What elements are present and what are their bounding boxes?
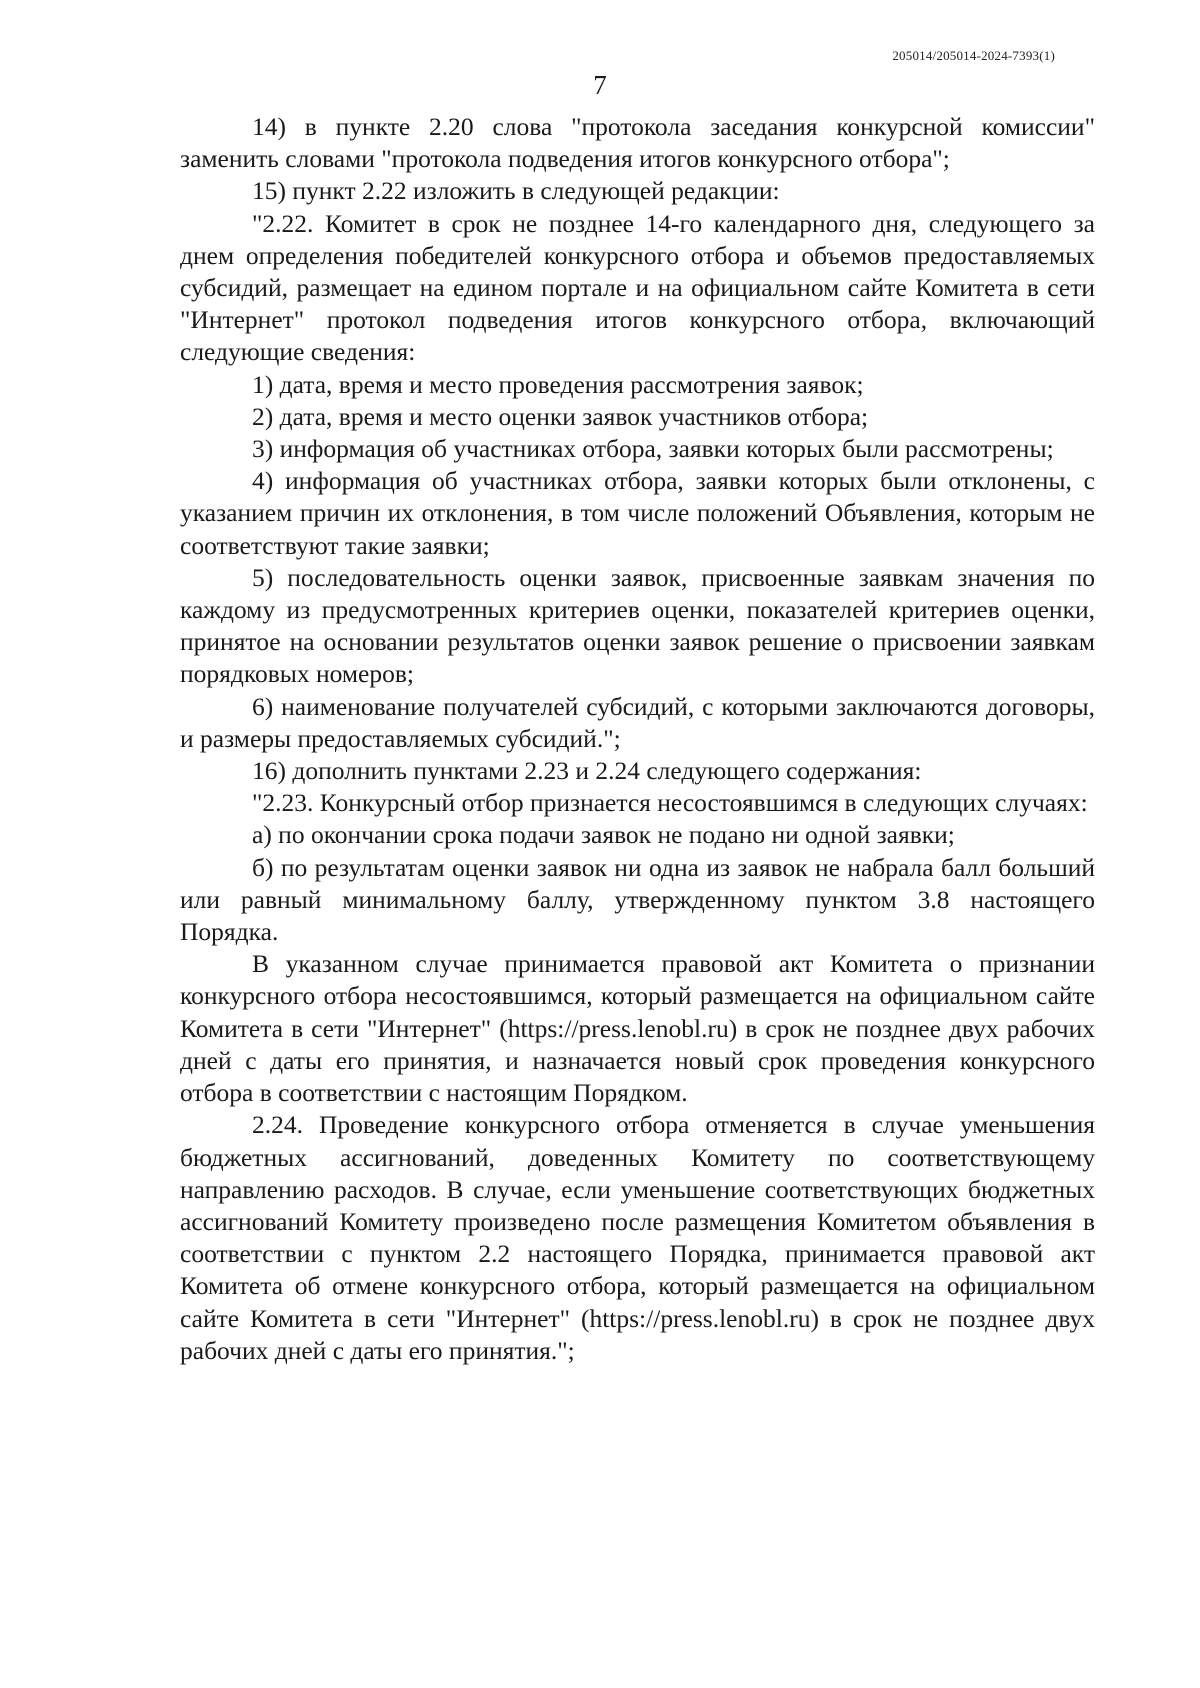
page-number: 7 bbox=[593, 70, 607, 100]
paragraph-subitem-a: а) по окончании срока подачи заявок не подано ни одной заявки; bbox=[252, 820, 955, 850]
document-registration-number: 205014/205014-2024-7393(1) bbox=[892, 48, 1055, 63]
paragraph-clause-2-24: 2.24. Проведение конкурсного отбора отменяется в случае уменьшения бюджетных ассигнований, доведенных Комитету по соответствующему направлению расходов. В случае, если уменьшение соответствующих бюджетных ассигнований Комитету произведено после размещения Комитетом объявления в соответствии с пунктом 2.2 настоящего Порядка, принимается правовой акт Комитета об отмене конкурсного отбора, который размещается на официальном сайте Комитета в сети "Интернет" (https://press.lenobl.ru) в срок не позднее двух рабочих дней с даты его принятия."; bbox=[180, 1110, 1095, 1365]
paragraph-item-16: 16) дополнить пунктами 2.23 и 2.24 следующего содержания: bbox=[252, 756, 922, 786]
paragraph-subitem-5: 5) последовательность оценки заявок, присвоенные заявкам значения по каждому из предусмотренных критериев оценки, показателей критериев оценки, принятое на основании результатов оценки заявок решение о присвоении заявкам порядковых номеров; bbox=[180, 562, 1095, 689]
paragraph-subitem-1: 1) дата, время и место проведения рассмотрения заявок; bbox=[252, 369, 864, 399]
paragraph-clause-2-23: "2.23. Конкурсный отбор признается несостоявшимся в следующих случаях: bbox=[252, 788, 1088, 818]
paragraph-subitem-b: б) по результатам оценки заявок ни одна из заявок не набрала балл больший или равный минимальному баллу, утвержденному пунктом 3.8 настоящего Порядка. bbox=[180, 852, 1095, 947]
paragraph-subitem-2: 2) дата, время и место оценки заявок участников отбора; bbox=[252, 401, 869, 431]
paragraph-item-14: 14) в пункте 2.20 слова "протокола заседания конкурсной комиссии" заменить словами "протокола подведения итогов конкурсного отбора"; bbox=[180, 112, 1095, 174]
paragraph-item-15: 15) пункт 2.22 изложить в следующей редакции: bbox=[252, 176, 780, 206]
document-body bbox=[180, 111, 1095, 1367]
paragraph-subitem-4: 4) информация об участниках отбора, заявки которых были отклонены, с указанием причин их отклонения, в том числе положений Объявления, которым не соответствуют такие заявки; bbox=[180, 466, 1095, 560]
paragraph-subitem-3: 3) информация об участниках отбора, заявки которых были рассмотрены; bbox=[252, 434, 1054, 464]
paragraph-subitem-6: 6) наименование получателей субсидий, с которыми заключаются договоры, и размеры предоставляемых субсидий."; bbox=[180, 691, 1095, 753]
paragraph-legal-act: В указанном случае принимается правовой акт Комитета о признании конкурсного отбора несостоявшимся, который размещается на официальном сайте Комитета в сети "Интернет" (https://press.lenobl.ru) в срок не позднее двух рабочих дней с даты его принятия, и назначается новый срок проведения конкурсного отбора в соответствии с настоящим Порядком. bbox=[180, 949, 1095, 1108]
paragraph-clause-2-22: "2.22. Комитет в срок не позднее 14-го календарного дня, следующего за днем определения победителей конкурсного отбора и объемов предоставляемых субсидий, размещает на едином портале и на официальном сайте Комитета в сети "Интернет" протокол подведения итогов конкурсного отбора, включающий следующие сведения: bbox=[180, 208, 1095, 367]
